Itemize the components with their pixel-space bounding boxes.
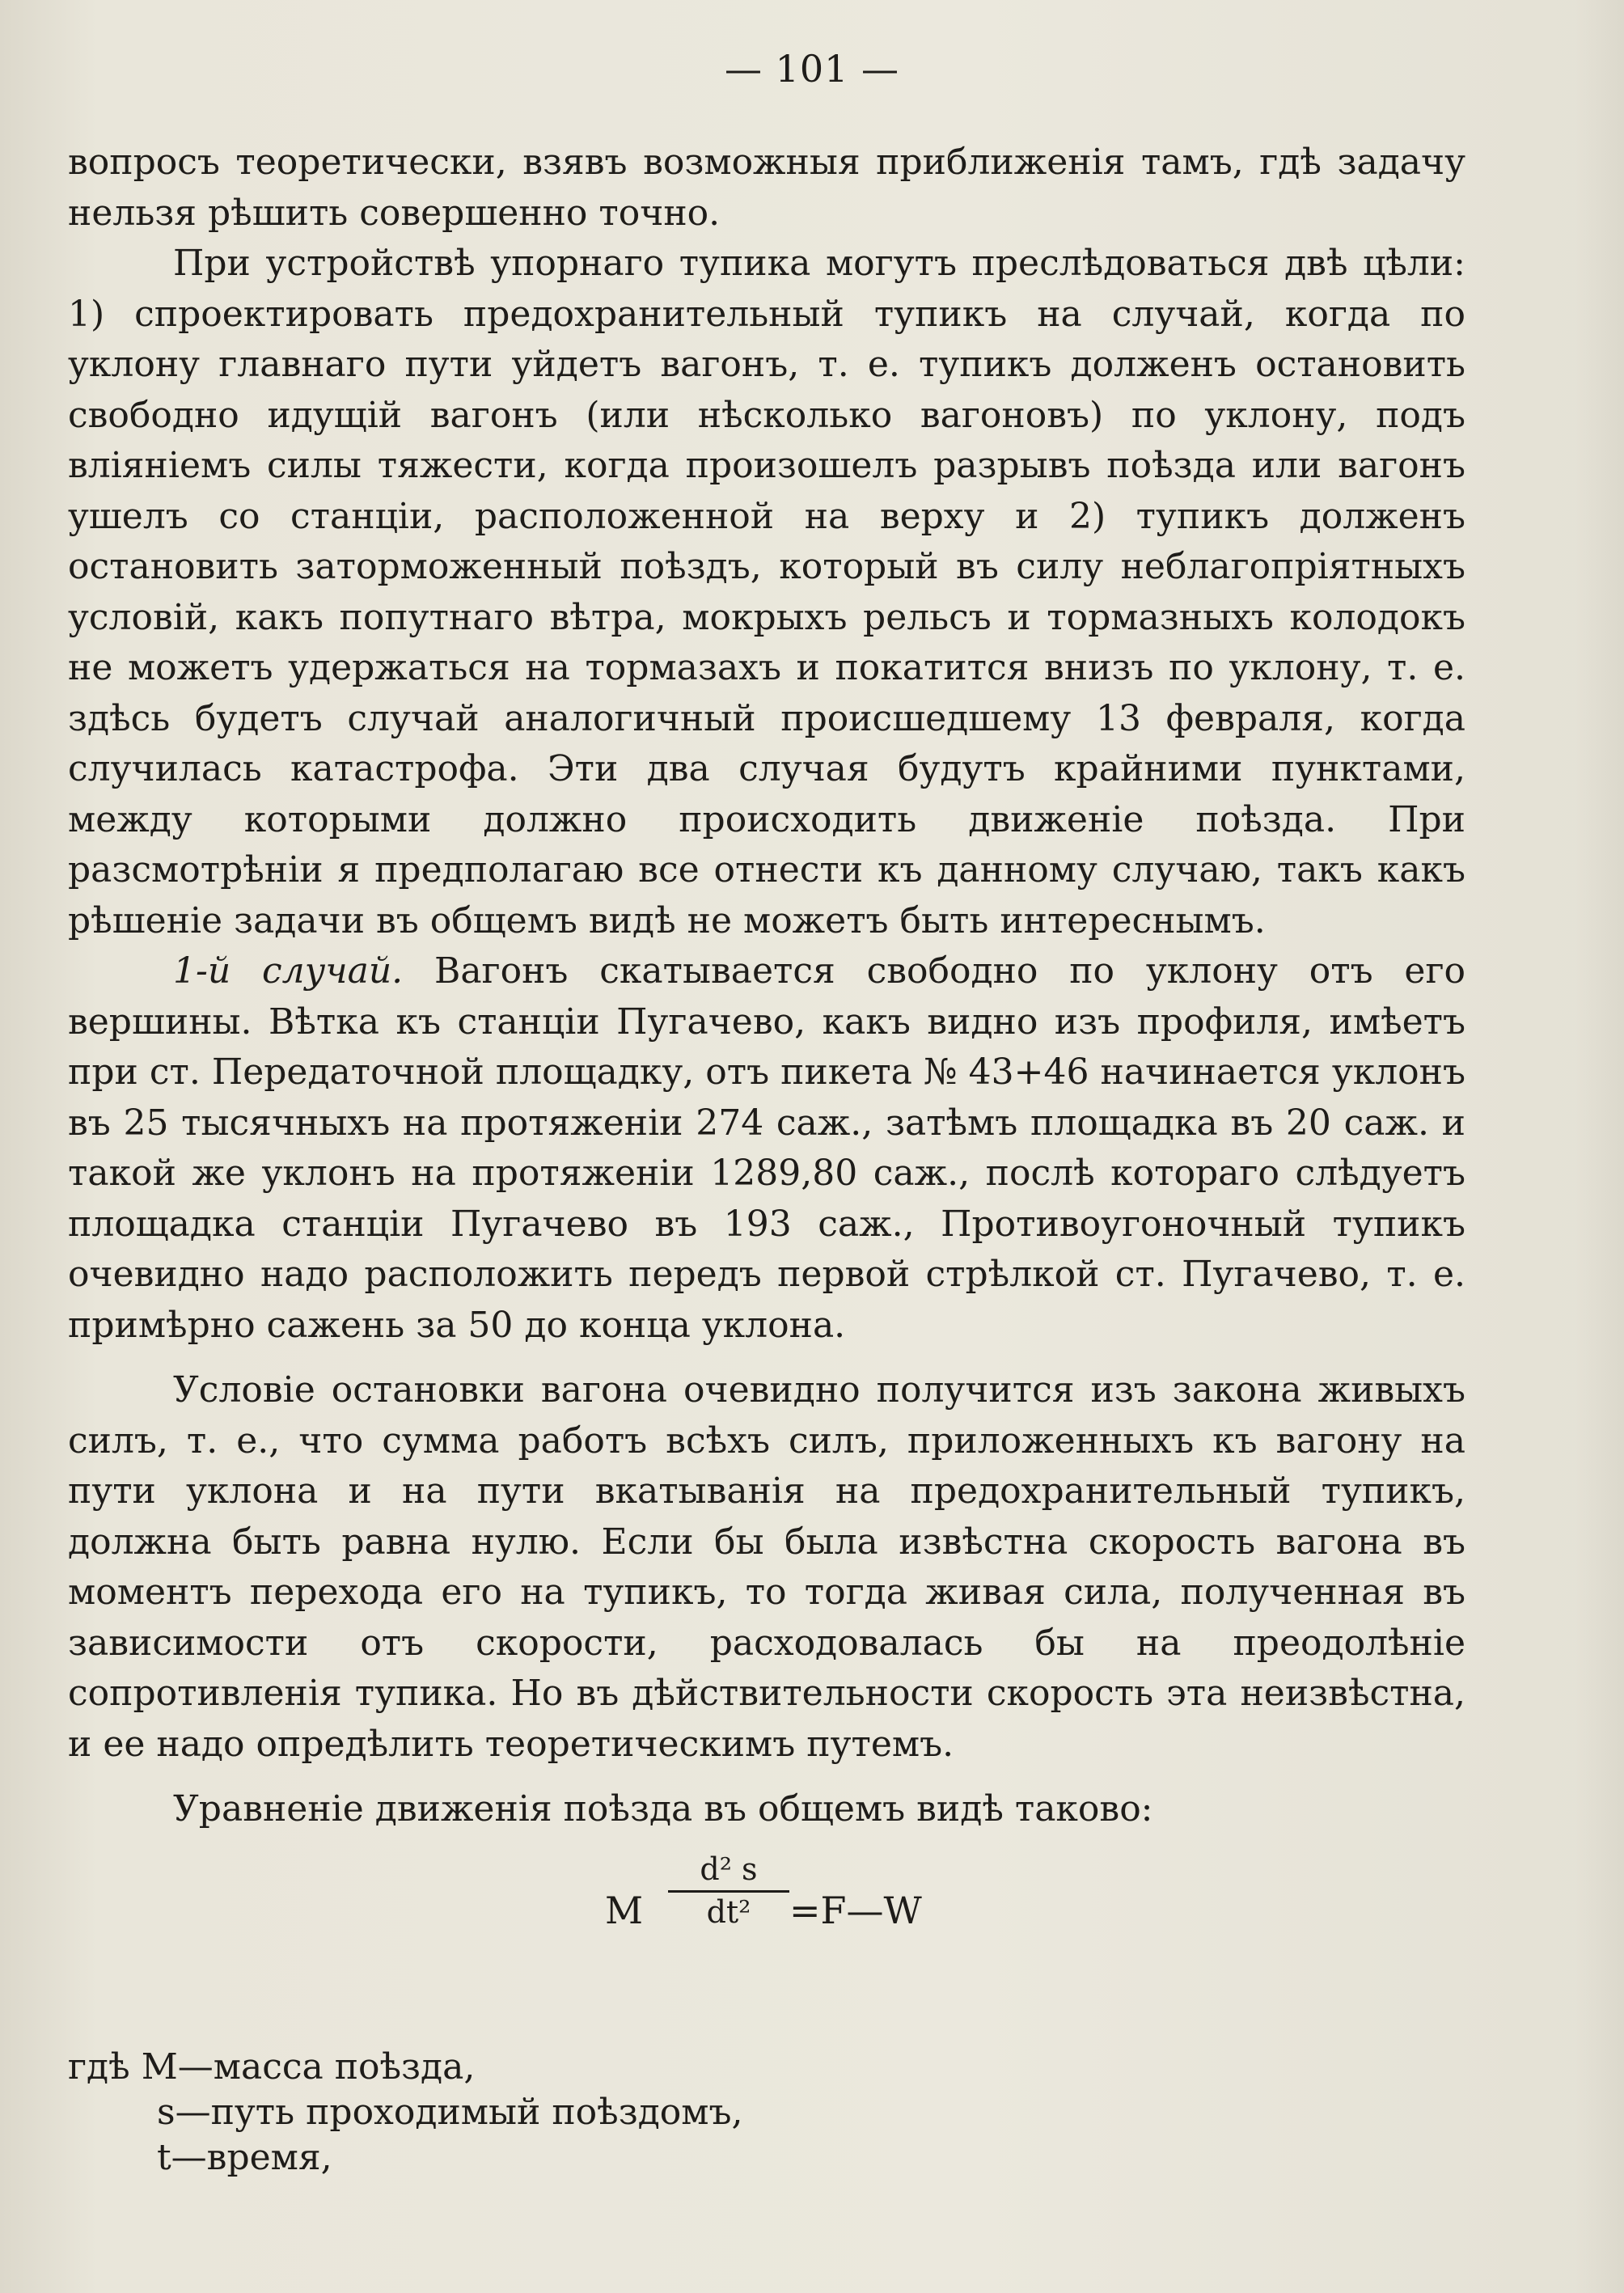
case-one-text: Вагонъ скатывается свободно по уклону отъ его вершины. Вѣтка къ станціи Пугачево, какъ видно изъ профиля, имѣетъ при ст. Передаточной площадку, отъ пикета № 43+46 начинается уклонъ въ 25 тысячныхъ на протяженіи 274 саж., затѣмъ площадка въ 20 саж. и такой же уклонъ на протяженіи 1289,80 саж., послѣ котораго слѣдуетъ площадка станціи Пугачево въ 193 саж., Противоугоночный тупикъ очевидно надо расположить передъ первой стрѣлкой ст. Пугачево, т. е. примѣрно сажень за 50 до конца уклона.: [68, 950, 1465, 1346]
page-body: [68, 137, 1465, 1960]
case-one-label: 1-й случай.: [173, 950, 404, 992]
definition-time: t—время,: [157, 2137, 332, 2178]
definitions-intro: гдѣ: [68, 2046, 130, 2088]
definition-row-mass: [68, 2045, 742, 2090]
page-edge-shadow: [1575, 0, 1624, 2293]
equation-numerator: d² s: [700, 1851, 758, 1887]
paragraph-continuation: вопросъ теоретически, взявъ возможныя приближенія тамъ, гдѣ задачу нельзя рѣшить совершенно точно.: [68, 142, 1465, 234]
variable-definitions: [68, 2045, 742, 2181]
page-number: — 101 —: [724, 47, 900, 91]
paragraph-equation-intro: Уравненіе движенія поѣзда въ общемъ видѣ таково:: [173, 1788, 1153, 1830]
fraction-bar: [668, 1890, 789, 1893]
equation-mass-symbol: M: [605, 1888, 644, 1932]
motion-equation: [68, 1847, 1465, 1960]
equation-right-side: =F—W: [789, 1888, 922, 1932]
paragraph-stop-condition: Условіе остановки вагона очевидно получится изъ закона живыхъ силъ, т. е., что сумма работъ всѣхъ силъ, приложенныхъ къ вагону на пути уклона и на пути вкатыванія на предохранительный тупикъ, должна быть равна нулю. Если бы была извѣстна скорость вагона въ моментъ перехода его на тупикъ, то тогда живая сила, полученная въ зависимости отъ скорости, расходовалась бы на преодолѣніе сопротивленія тупика. Но въ дѣйствительности скорость эта неизвѣстна, и ее надо опредѣлить теоретическимъ путемъ.: [68, 1369, 1465, 1765]
equation-fraction: [668, 1851, 789, 1930]
equation-denominator: dt²: [706, 1893, 751, 1930]
definition-path: s—путь проходимый поѣздомъ,: [157, 2092, 743, 2133]
paragraph-case-one: [68, 946, 1465, 1351]
definition-mass: M—масса поѣзда,: [141, 2046, 476, 2088]
paragraph-two-goals: При устройствѣ упорнаго тупика могутъ преслѣдоваться двѣ цѣли: 1) спроектировать предохранительный тупикъ на случай, когда по уклону главнаго пути уйдетъ вагонъ, т. е. тупикъ долженъ остановить свободно идущій вагонъ (или нѣсколько вагоновъ) по уклону, подъ вліяніемъ силы тяжести, когда произошелъ разрывъ поѣзда или вагонъ ушелъ со станціи, расположенной на верху и 2) тупикъ долженъ остановить заторможенный поѣздъ, который въ силу неблагопріятныхъ условій, какъ попутнаго вѣтра, мокрыхъ рельсъ и тормазныхъ колодокъ не можетъ удержаться на тормазахъ и покатится внизъ по уклону, т. е. здѣсь будетъ случай аналогичный происшедшему 13 февраля, когда случилась катастрофа. Эти два случая будутъ крайними пунктами, между которыми должно происходить движеніе поѣзда. При разсмотрѣніи я предполагаю все отнести къ данному случаю, такъ какъ рѣшеніе задачи въ общемъ видѣ не можетъ быть интереснымъ.: [68, 243, 1465, 941]
